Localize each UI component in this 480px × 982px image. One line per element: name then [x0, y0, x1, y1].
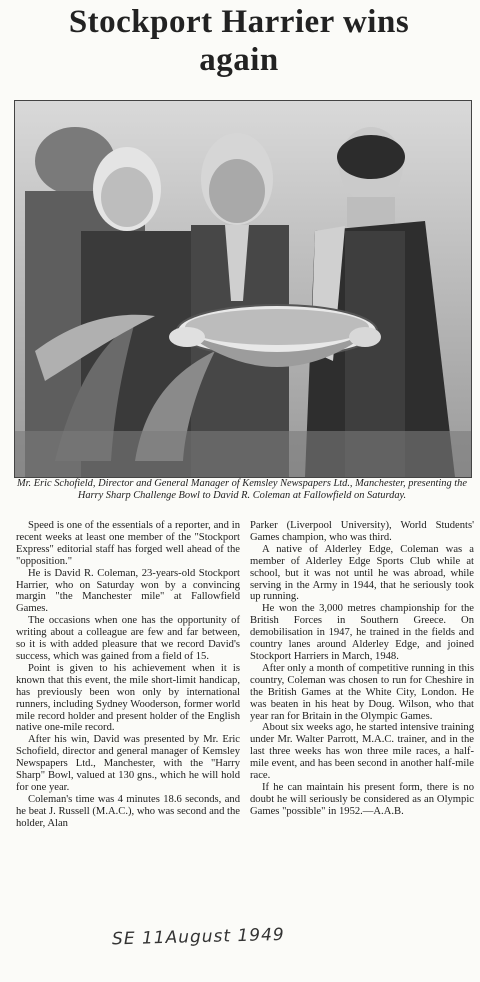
article-paragraph: If he can maintain his present form, there is no doubt he will seriously be considered as an Olympic Games "possible" in 1952.—A.A.B.: [250, 781, 474, 817]
article-paragraph: The occasions when one has the opportunity of writing about a colleague are few and far between, so it is with added pleasure that we record David's success, which was gained from a field of 15.: [16, 615, 240, 662]
article-paragraph: He won the 3,000 metres championship for the British Forces in Southern Greece. On demobilisation in 1947, he trained in the fields and country lanes around Alderley Edge, and joined Stockport Harriers in March, 1948.: [250, 603, 474, 662]
headline-line-2: again: [199, 42, 279, 78]
article-paragraph: A native of Alderley Edge, Coleman was a member of Alderley Edge Sports Club while at school, but it was not until he was abroad, while serving in the Army in 1944, that he seriously took up running.: [250, 543, 474, 603]
article-column-right: [250, 520, 474, 818]
article-paragraph: He is David R. Coleman, 23-years-old Stockport Harrier, who on Saturday won by a convincing margin "the Manchester mile" at Fallowfield Games.: [16, 567, 240, 615]
article-paragraph: After his win, David was presented by Mr. Eric Schofield, director and general manager of Kemsley Newspapers Ltd., Manchester, with the "Harry Sharp" Bowl, valued at 130 gns., which he will hold for one year.: [16, 734, 240, 793]
headline: [6, 4, 472, 78]
article-paragraph: Speed is one of the essentials of a reporter, and in recent weeks at least one member of the "Stockport Express" editorial staff has forged well ahead of the "opposition.": [16, 520, 240, 567]
article-paragraph: About six weeks ago, he started intensive training under Mr. Walter Parrott, M.A.C. trainer, and in the last three weeks has won three mile races, a half-mile event, and has been second in another half-mile race.: [250, 722, 474, 782]
presentation-photo: [14, 100, 472, 478]
article-paragraph: After only a month of competitive running in this country, Coleman was chosen to run for Cheshire in the British Games at the White City, London. He was beaten in his heat by Doug. Wilson, who that year ran for Britain in the Olympic Games.: [250, 662, 474, 722]
handwritten-date-note: SE 11August 1949: [111, 924, 285, 950]
article-column-left: [16, 520, 240, 830]
photo-caption: Mr. Eric Schofield, Director and General Manager of Kemsley Newspapers Ltd., Manchester, presenting the Harry Sharp Challenge Bowl to David R. Coleman at Fallowfield on Saturday.: [16, 478, 467, 501]
article-paragraph: Point is given to his achievement when it is known that this event, the mile short-limit handicap, has previously been won only by international runners, including Sydney Wooderson, former world mile record holder and present holder of the English native one-mile record.: [16, 662, 240, 734]
photo-illustration: [15, 101, 471, 477]
article-paragraph: Coleman's time was 4 minutes 18.6 seconds, and he beat J. Russell (M.A.C.), who was second and the holder, Alan: [16, 793, 240, 829]
headline-line-1: Stockport Harrier wins: [68, 4, 410, 40]
newspaper-clipping: [6, 4, 472, 924]
article-paragraph: Parker (Liverpool University), World Students' Games champion, who was third.: [250, 520, 474, 543]
